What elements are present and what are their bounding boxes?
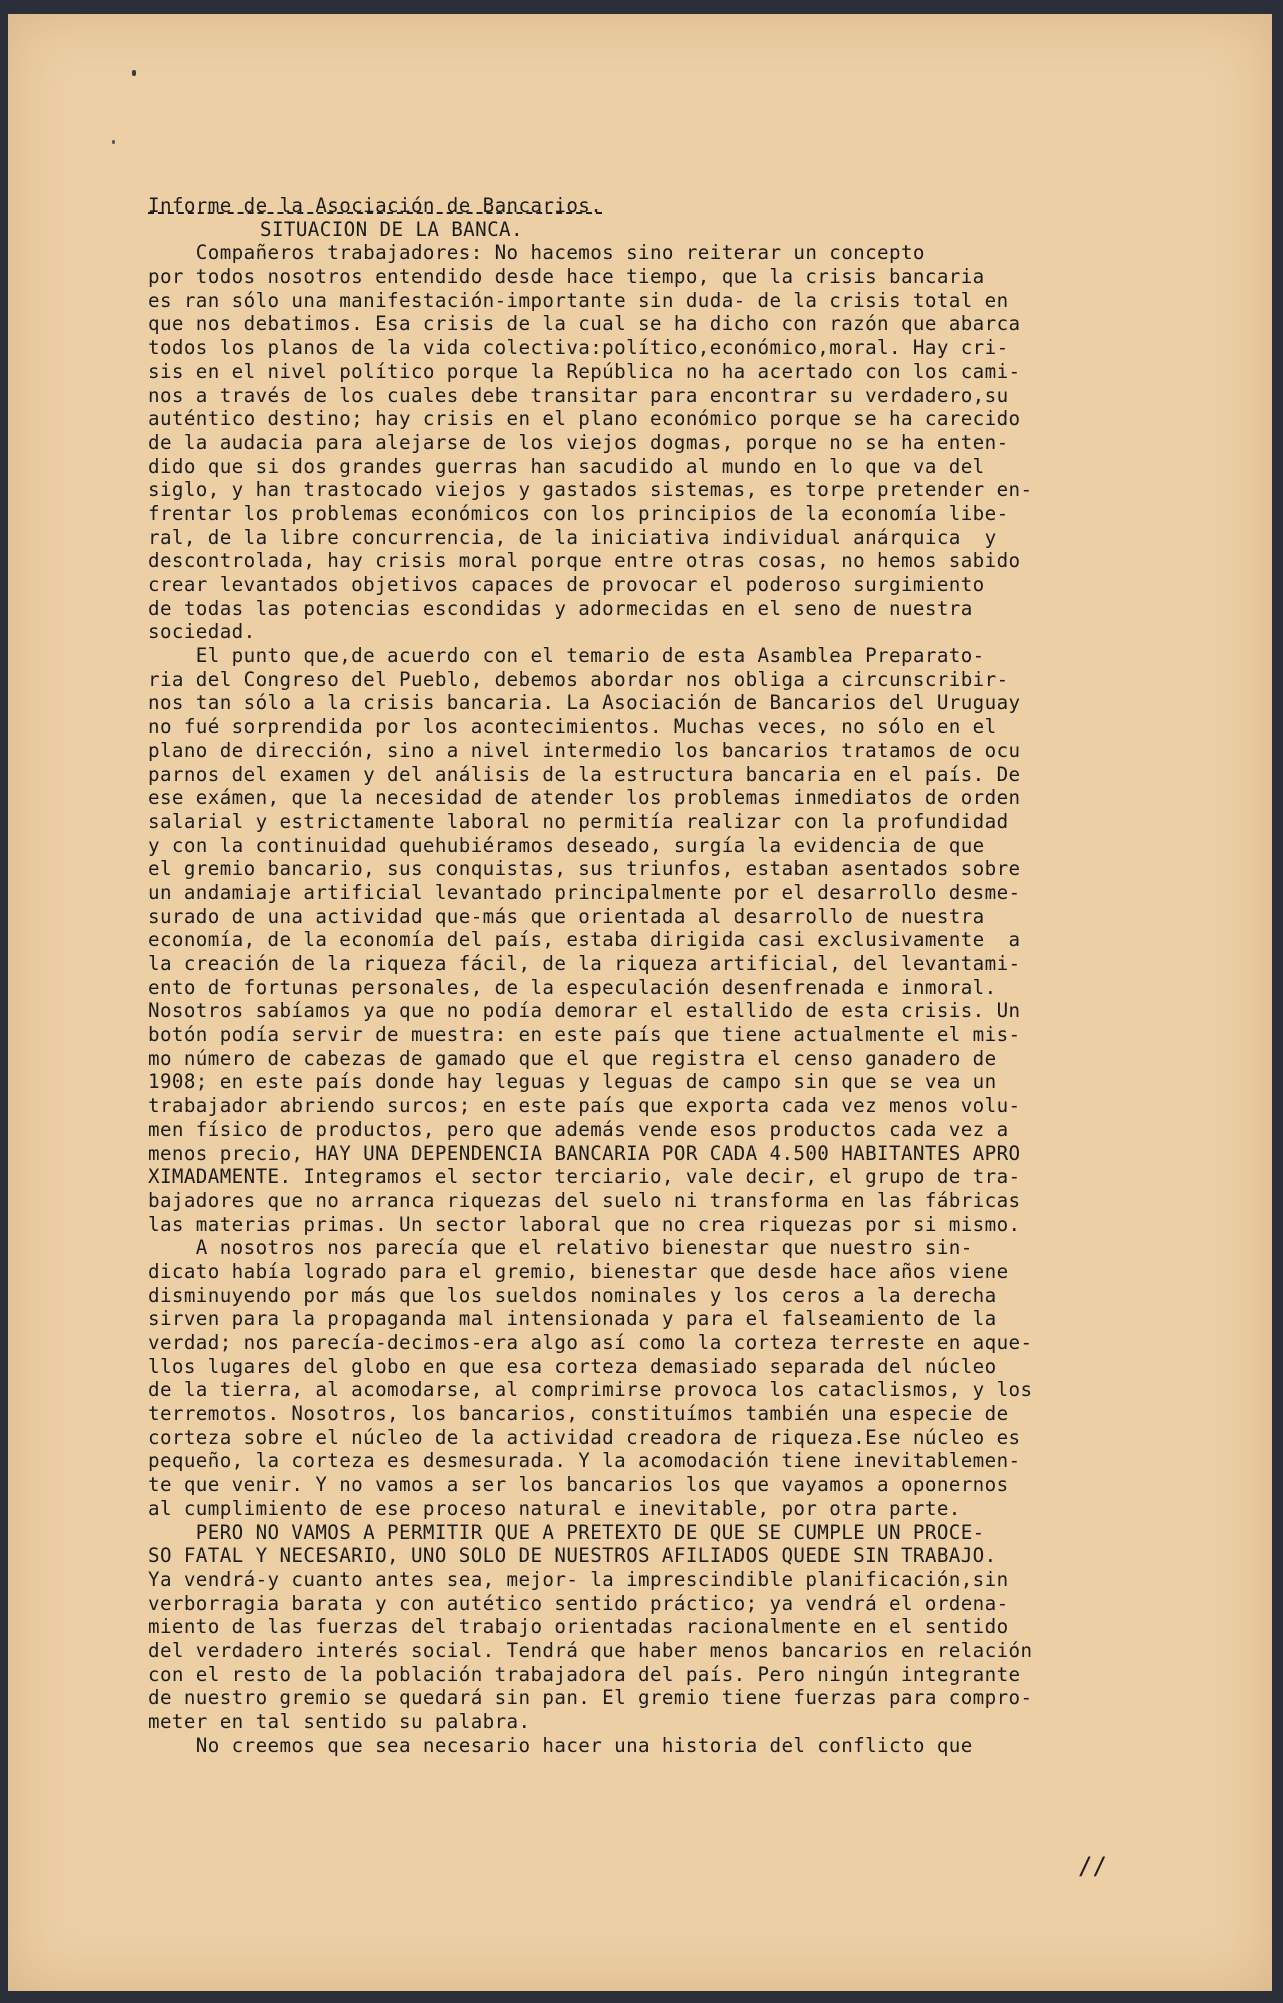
text-line: parnos del examen y del análisis de la estructura bancaria en el país. De [148,762,1021,786]
text-line: Compañeros trabajadores: No hacemos sino reiterar un concepto [148,241,925,265]
text-line: de la audacia para alejarse de los viejos dogmas, porque no se ha enten- [148,430,1009,454]
continuation-mark: // [1078,1852,1107,1880]
text-line: El punto que,de acuerdo con el temario de esta Asamblea Preparato- [148,644,985,668]
text-line: al cumplimiento de ese proceso natural e inevitable, por otra parte. [148,1496,961,1520]
text-line: verborragia barata y con autético sentido práctico; ya vendrá el ordena- [148,1591,1009,1615]
typewritten-text [148,194,1188,1757]
text-line: siglo, y han trastocado viejos y gastados sistemas, es torpe pretender en- [148,478,1033,502]
text-line: A nosotros nos parecía que el relativo bienestar que nuestro sin- [148,1236,973,1260]
ink-speck [132,70,136,76]
text-line: verdad; nos parecía-decimos-era algo así como la corteza terreste en aque- [148,1331,1033,1354]
text-line: dido que si dos grandes guerras han sacudido al mundo en lo que va del [148,454,985,478]
text-line: dicato había logrado para el gremio, bienestar que desde hace años viene [148,1259,1009,1283]
document-page [8,14,1272,1991]
text-line: plano de dirección, sino a nivel intermedio los bancarios tratamos de ocu [148,738,1021,762]
text-line: todos los planos de la vida colectiva:político,económico,moral. Hay cri- [148,336,1009,360]
text-line: Nosotros sabíamos ya que no podía demorar el estallido de esta crisis. Un [148,999,1021,1023]
body-text [148,241,1188,1757]
text-line: meter en tal sentido su palabra. [148,1710,531,1733]
text-line: PERO NO VAMOS A PERMITIR QUE A PRETEXTO DE QUE SE CUMPLE UN PROCE- [148,1520,985,1544]
text-line: sirven para la propaganda mal intensionada y para el falseamiento de la [148,1307,997,1331]
text-line: frentar los problemas económicos con los principios de la economía libe- [148,501,1009,525]
text-line: que nos debatimos. Esa crisis de la cual se ha dicho con razón que abarca [148,312,1021,336]
text-line: del verdadero interés social. Tendrá que haber menos bancarios en relación [148,1638,1033,1662]
text-line: crear levantados objetivos capaces de provocar el poderoso surgimiento [148,573,985,596]
text-line: pequeño, la corteza es desmesurada. Y la acomodación tiene inevitablemen- [148,1449,1021,1473]
text-line: terremotos. Nosotros, los bancarios, constituímos también una especie de [148,1402,1009,1426]
section-heading: SITUACION DE LA BANCA. [260,217,523,241]
text-line: miento de las fuerzas del trabajo orientadas racionalmente en el sentido [148,1615,1009,1639]
text-line: por todos nosotros entendido desde hace tiempo, que la crisis bancaria [148,265,985,289]
text-line: de nuestro gremio se quedará sin pan. El gremio tiene fuerzas para compro- [148,1686,1033,1710]
text-line: con el resto de la población trabajadora del país. Pero ningún integrante [148,1662,1021,1686]
text-line: ento de fortunas personales, de la especulación desenfrenada e inmoral. [148,975,997,999]
text-line: no fué sorprendida por los acontecimientos. Muchas veces, no sólo en el [148,715,997,739]
text-line: men físico de productos, pero que además vende esos productos cada vez a [148,1117,1009,1141]
text-line: economía, de la economía del país, estaba dirigida casi exclusivamente a [148,928,1021,952]
text-line: nos a través de los cuales debe transitar para encontrar su verdadero,su [148,383,1009,407]
text-line: ria del Congreso del Pueblo, debemos abordar nos obliga a circunscribir- [148,667,1009,691]
text-line: mo número de cabezas de gamado que el que registra el censo ganadero de [148,1046,997,1070]
text-line: XIMADAMENTE. Integramos el sector terciario, vale decir, el grupo de tra- [148,1165,1021,1189]
text-line: y con la continuidad quehubiéramos deseado, surgía la evidencia de que [148,833,985,857]
text-line: botón podía servir de muestra: en este país que tiene actualmente el mis- [148,1023,1021,1047]
text-line: Ya vendrá-y cuanto antes sea, mejor- la imprescindible planificación,sin [148,1567,1009,1591]
text-line: menos precio, HAY UNA DEPENDENCIA BANCARIA POR CADA 4.500 HABITANTES APRO [148,1141,1021,1165]
text-line: disminuyendo por más que los sueldos nominales y los ceros a la derecha [148,1283,997,1307]
text-line: de todas las potencias escondidas y adormecidas en el seno de nuestra [148,596,973,620]
document-title: Informe de la Asociación de Bancarios. [148,194,603,217]
text-line: te que venir. Y no vamos a ser los bancarios los que vayamos a oponernos [148,1473,1009,1497]
ink-speck [112,140,115,144]
text-line: llos lugares del globo en que esa corteza demasiado separada del núcleo [148,1354,997,1378]
text-line: No creemos que sea necesario hacer una historia del conflicto que [148,1733,973,1757]
text-line: trabajador abriendo surcos; en este país que exporta cada vez menos volu- [148,1094,1021,1118]
text-line: SO FATAL Y NECESARIO, UNO SOLO DE NUESTROS AFILIADOS QUEDE SIN TRABAJO. [148,1544,997,1568]
text-line: sociedad. [148,620,256,644]
text-line: nos tan sólo a la crisis bancaria. La Asociación de Bancarios del Uruguay [148,691,1021,715]
text-line: ral, de la libre concurrencia, de la iniciativa individual anárquica y [148,525,997,549]
text-line: las materias primas. Un sector laboral que no crea riquezas por si mismo. [148,1212,1021,1236]
text-line: un andamiaje artificial levantado principalmente por el desarrollo desme- [148,880,1021,904]
text-line: sis en el nivel político porque la República no ha acertado con los cami- [148,359,1021,383]
text-line: descontrolada, hay crisis moral porque entre otras cosas, no hemos sabido [148,549,1021,573]
text-line: de la tierra, al acomodarse, al comprimirse provoca los cataclismos, y los [148,1378,1033,1402]
text-line: auténtico destino; hay crisis en el plano económico porque se ha carecido [148,407,1021,431]
text-line: bajadores que no arranca riquezas del suelo ni transforma en las fábricas [148,1188,1021,1212]
text-line: es ran sólo una manifestación-importante sin duda- de la crisis total en [148,288,1009,312]
text-line: salarial y estrictamente laboral no permitía realizar con la profundidad [148,809,1009,833]
text-line: la creación de la riqueza fácil, de la riqueza artificial, del levantami- [148,952,1021,975]
text-line: surado de una actividad que-más que orientada al desarrollo de nuestra [148,904,985,928]
text-line: ese exámen, que la necesidad de atender los problemas inmediatos de orden [148,786,1021,810]
text-line: 1908; en este país donde hay leguas y leguas de campo sin que se vea un [148,1070,997,1094]
text-line: el gremio bancario, sus conquistas, sus triunfos, estaban asentados sobre [148,857,1021,881]
text-line: corteza sobre el núcleo de la actividad creadora de riqueza.Ese núcleo es [148,1425,1021,1449]
